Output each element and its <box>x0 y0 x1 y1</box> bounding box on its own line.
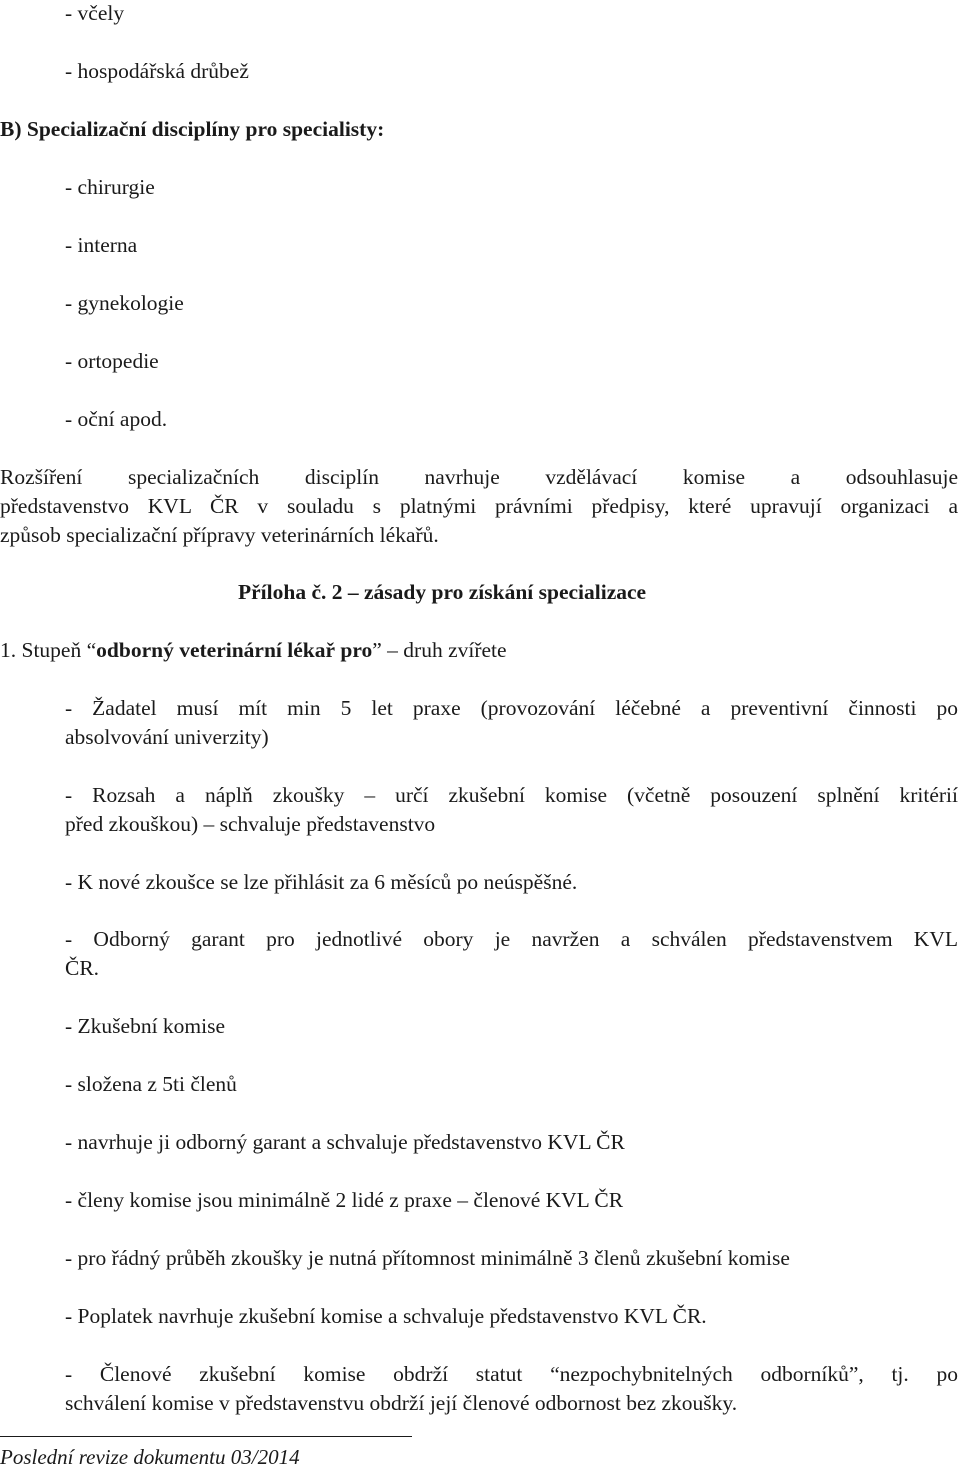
list-item: - oční apod. <box>65 407 168 431</box>
list-item: - hospodářská drůbež <box>65 59 249 83</box>
rule-line: absolvování univerzity) <box>65 725 269 749</box>
rule-line: - K nové zkoušce se lze přihlásit za 6 měsíců po neúspěšné. <box>65 870 578 894</box>
rule-line: - navrhuje ji odborný garant a schvaluje představenstvo KVL ČR <box>65 1130 625 1154</box>
rule-line: - Členové zkušební komise obdrží statut “nezpochybnitelných odborníků”, tj. po <box>65 1362 958 1386</box>
rule-line: - složena z 5ti členů <box>65 1072 237 1096</box>
rule-line: před zkouškou) – schvaluje představenstvo <box>65 812 436 836</box>
list-item: - chirurgie <box>65 175 155 199</box>
footer-divider <box>0 1436 412 1437</box>
rule-line: - Rozsah a náplň zkoušky – určí zkušební komise (včetně posouzení splnění kritérií <box>65 783 958 807</box>
rule-line: - pro řádný průběh zkoušky je nutná přítomnost minimálně 3 členů zkušební komise <box>65 1246 790 1270</box>
degree-prefix: 1. Stupeň “ <box>0 638 97 662</box>
rule-line: - Odborný garant pro jednotlivé obory je navržen a schválen představenstvem KVL <box>65 927 958 951</box>
paragraph-line: představenstvo KVL ČR v souladu s platnými právními předpisy, které upravují organizaci a <box>0 494 958 518</box>
appendix-heading: Příloha č. 2 – zásady pro získání specializace <box>238 580 647 604</box>
list-item: - včely <box>65 1 125 25</box>
footer-revision: Poslední revize dokumentu 03/2014 <box>0 1445 300 1469</box>
rule-line: - Zkušební komise <box>65 1014 226 1038</box>
list-item: - ortopedie <box>65 349 159 373</box>
degree-title: odborný veterinární lékař pro <box>96 638 373 662</box>
list-item: - gynekologie <box>65 291 184 315</box>
rule-line: - Žadatel musí mít min 5 let praxe (provozování léčebné a preventivní činnosti po <box>65 696 958 720</box>
rule-line: schválení komise v představenstvu obdrží její členové odbornost bez zkoušky. <box>65 1391 738 1415</box>
rule-line: ČR. <box>65 956 100 980</box>
rule-line: - členy komise jsou minimálně 2 lidé z praxe – členové KVL ČR <box>65 1188 624 1212</box>
rule-line: - Poplatek navrhuje zkušební komise a schvaluje představenstvo KVL ČR. <box>65 1304 707 1328</box>
degree-line <box>0 640 507 662</box>
paragraph-line: způsob specializační přípravy veterinárních lékařů. <box>0 523 439 547</box>
section-heading: B) Specializační disciplíny pro specialisty: <box>0 117 385 141</box>
degree-suffix: ” – druh zvířete <box>372 638 507 662</box>
list-item: - interna <box>65 233 138 257</box>
paragraph-line: Rozšíření specializačních disciplín navrhuje vzdělávací komise a odsouhlasuje <box>0 465 958 489</box>
